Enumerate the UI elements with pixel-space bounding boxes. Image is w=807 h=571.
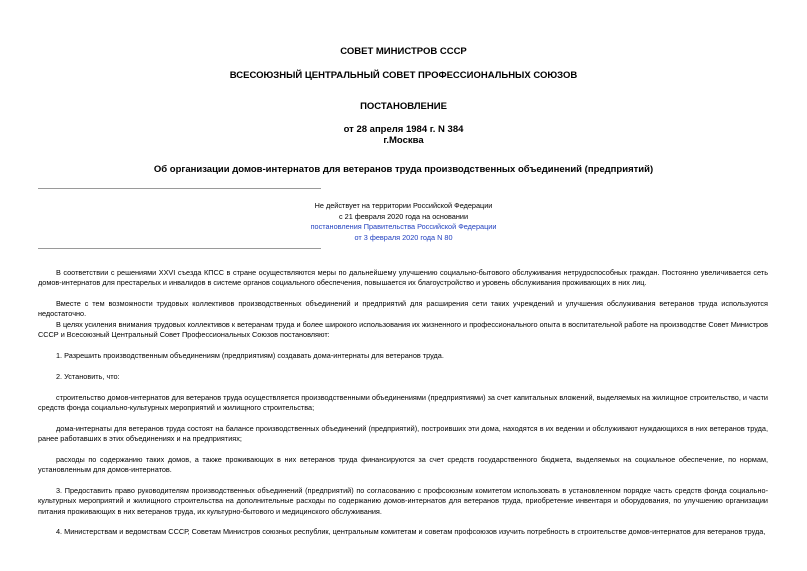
issuer-council-of-ministers: СОВЕТ МИНИСТРОВ СССР — [340, 46, 467, 57]
notice-link-decree[interactable]: постановления Правительства Российской Федерации — [310, 222, 497, 231]
paragraph-resolution: В целях усиления внимания трудовых коллективов к ветеранам труда и более широкого использования их жизненного и профессионального опыта в воспитательной работе на производстве Совет Министров СССР и Всесоюзный Центральный Совет Профессиональных Союзов постановляют: — [38, 320, 768, 340]
notice-line-2: с 21 февраля 2020 года на основании — [338, 211, 469, 221]
paragraph-item-3: 3. Предоставить право руководителям производственных объединений (предприятий) по согласованию с профсоюзным комитетом использовать в установленном порядке часть средств фонда социально-культурных мероприятий и жилищного строительства на дополнительные расходы по содержанию домов-интернатов для ветеранов труда, приобретение инвентаря и оборудования, по улучшению организации питания проживающих в них ветеранов труда, их культурно-бытового и медицинского обслуживания. — [38, 486, 768, 516]
document-city: г.Москва — [383, 135, 424, 146]
paragraph-intro: В соответствии с решениями XXVI съезда КПСС в стране осуществляются меры по дальнейшему улучшению социально-бытового обслуживания нетрудоспособных граждан. Постоянно увеличивается сеть домов-интернатов для престарелых и инвалидов в системе органов социального обеспечения, повышается их благоустройство и уровень обслуживания проживающих в них лиц. — [38, 268, 768, 288]
status-notice — [241, 201, 566, 243]
paragraph-item-4: 4. Министерствам и ведомствам СССР, Советам Министров союзных республик, центральным комитетам и советам профсоюзов изучить потребность в строительстве домов-интернатов для ветеранов труда, — [56, 527, 766, 536]
document-date-number: от 28 апреля 1984 г. N 384 — [343, 124, 464, 135]
paragraph-item-2: 2. Установить, что: — [56, 372, 120, 381]
notice-link-date[interactable]: от 3 февраля 2020 года N 80 — [354, 232, 453, 242]
document-type: ПОСТАНОВЛЕНИЕ — [360, 101, 447, 112]
paragraph-expenses: расходы по содержанию таких домов, а также проживающих в них ветеранов труда финансируются за счет средств государственного бюджета, выделяемых на социальное обеспечение, по нормам, установленным для домов-интернатов. — [38, 455, 768, 475]
paragraph-balance: дома-интернаты для ветеранов труда состоят на балансе производственных объединений (предприятий), построивших эти дома, находятся в их ведении и обслуживают нуждающихся в них ветеранов труда, ранее работавших в этих объединениях и на предприятиях; — [38, 424, 768, 444]
notice-line-1: Не действует на территории Российской Федерации — [314, 201, 493, 210]
divider-top — [38, 188, 321, 189]
divider-bottom — [38, 248, 321, 249]
paragraph-construction: строительство домов-интернатов для ветеранов труда осуществляется производственными объединениями (предприятиями) за счет капитальных вложений, выделяемых на жилищное строительство, и части средств фонда социально-культурных мероприятий и жилищного строительства; — [38, 393, 768, 413]
document-title: Об организации домов-интернатов для ветеранов труда производственных объединений (предприятий) — [153, 164, 654, 175]
paragraph-item-1: 1. Разрешить производственным объединениям (предприятиям) создавать дома-интернаты для ветеранов труда. — [56, 351, 444, 360]
paragraph-shortcomings: Вместе с тем возможности трудовых коллективов производственных объединений и предприятий для расширения сети таких учреждений и улучшения обслуживания ветеранов труда используются недостаточно. — [38, 299, 768, 319]
issuer-trade-unions-council: ВСЕСОЮЗНЫЙ ЦЕНТРАЛЬНЫЙ СОВЕТ ПРОФЕССИОНАЛЬНЫХ СОЮЗОВ — [229, 70, 578, 81]
